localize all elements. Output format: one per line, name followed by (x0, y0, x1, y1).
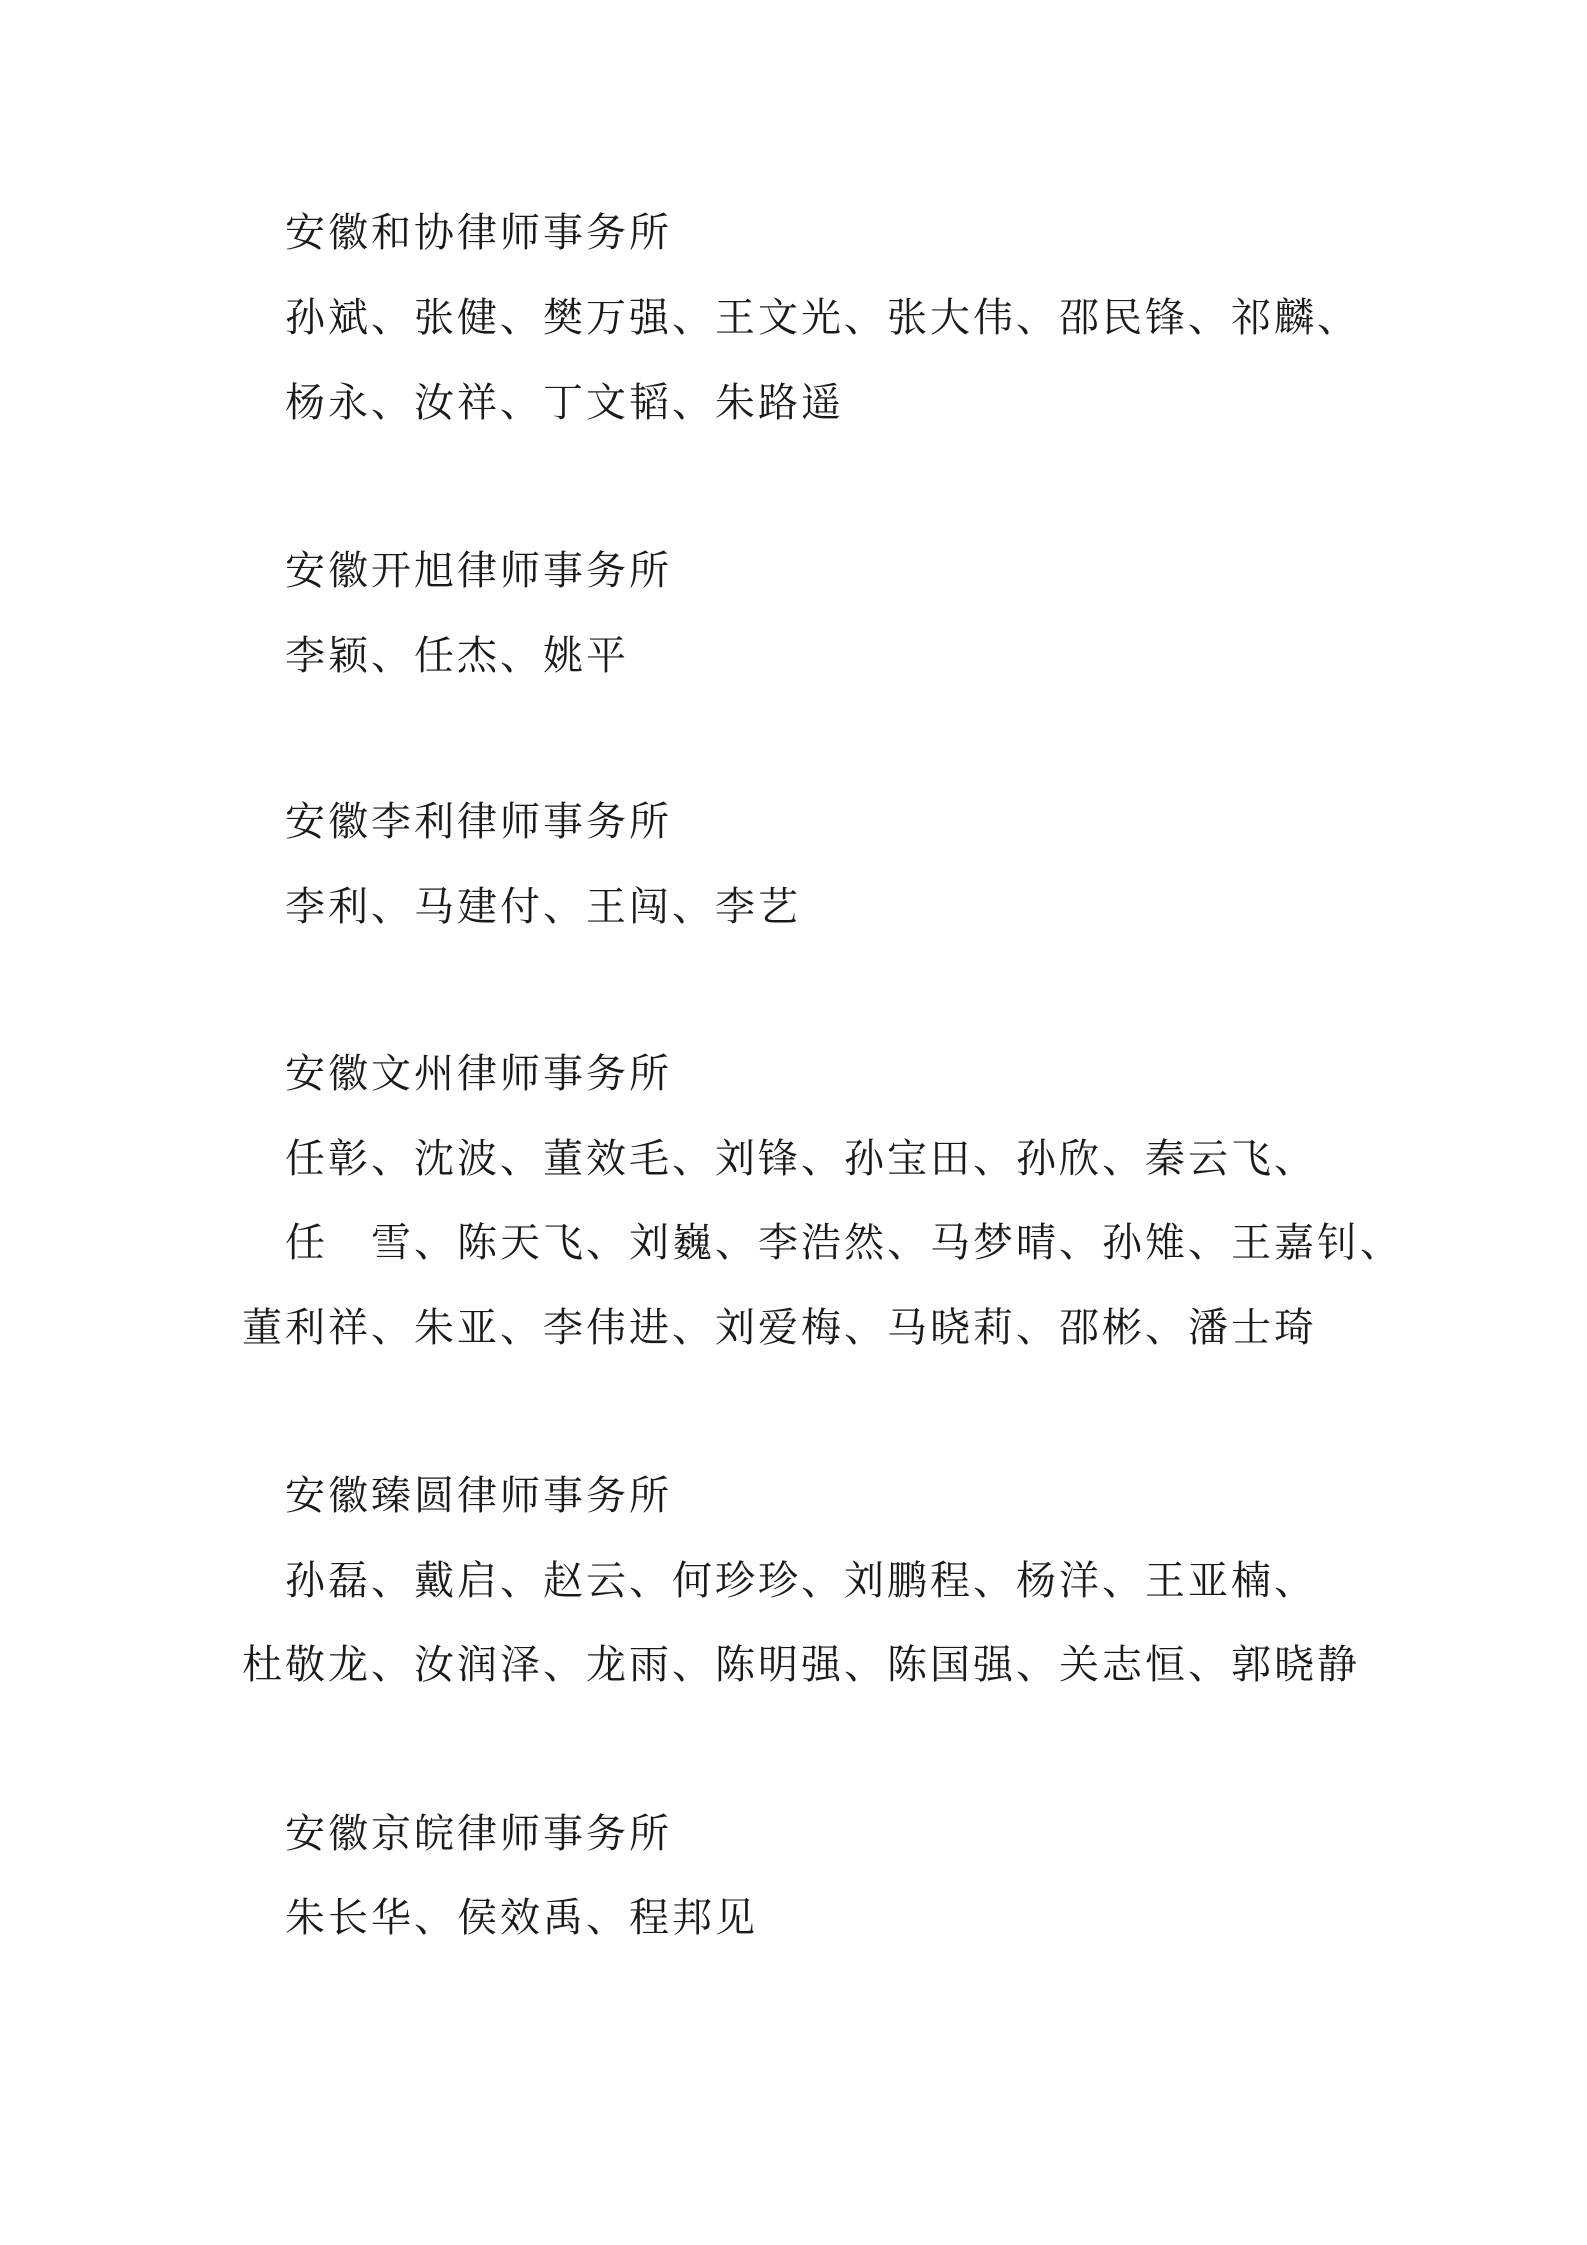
firm-name: 安徽臻圆律师事务所 (285, 1473, 672, 1519)
lawyer-names-line: 李利、马建付、王闯、李艺 (285, 884, 801, 930)
lawyer-names-line: 孙磊、戴启、赵云、何珍珍、刘鹏程、杨洋、王亚楠、 (285, 1558, 1317, 1604)
firm-name: 安徽开旭律师事务所 (285, 548, 672, 594)
lawyer-names-line: 杜敬龙、汝润泽、龙雨、陈明强、陈国强、关志恒、郭晓静 (242, 1642, 1360, 1688)
lawyer-names-line: 任 雪、陈天飞、刘巍、李浩然、马梦晴、孙雉、王嘉钊、 (285, 1220, 1403, 1266)
firm-name: 安徽李利律师事务所 (285, 799, 672, 845)
lawyer-names-line: 李颖、任杰、姚平 (285, 633, 629, 679)
lawyer-names-line: 朱长华、侯效禹、程邦见 (285, 1895, 758, 1941)
lawyer-names-line: 杨永、汝祥、丁文韬、朱路遥 (285, 380, 844, 426)
lawyer-names-line: 董利祥、朱亚、李伟进、刘爱梅、马晓莉、邵彬、潘士琦 (242, 1305, 1317, 1351)
lawyer-names-line: 孙斌、张健、樊万强、王文光、张大伟、邵民锋、祁麟、 (285, 295, 1360, 341)
firm-name: 安徽和协律师事务所 (285, 210, 672, 256)
lawyer-names-line: 任彰、沈波、董效毛、刘锋、孙宝田、孙欣、秦云飞、 (285, 1136, 1317, 1182)
firm-name: 安徽文州律师事务所 (285, 1051, 672, 1097)
firm-name: 安徽京皖律师事务所 (285, 1811, 672, 1857)
